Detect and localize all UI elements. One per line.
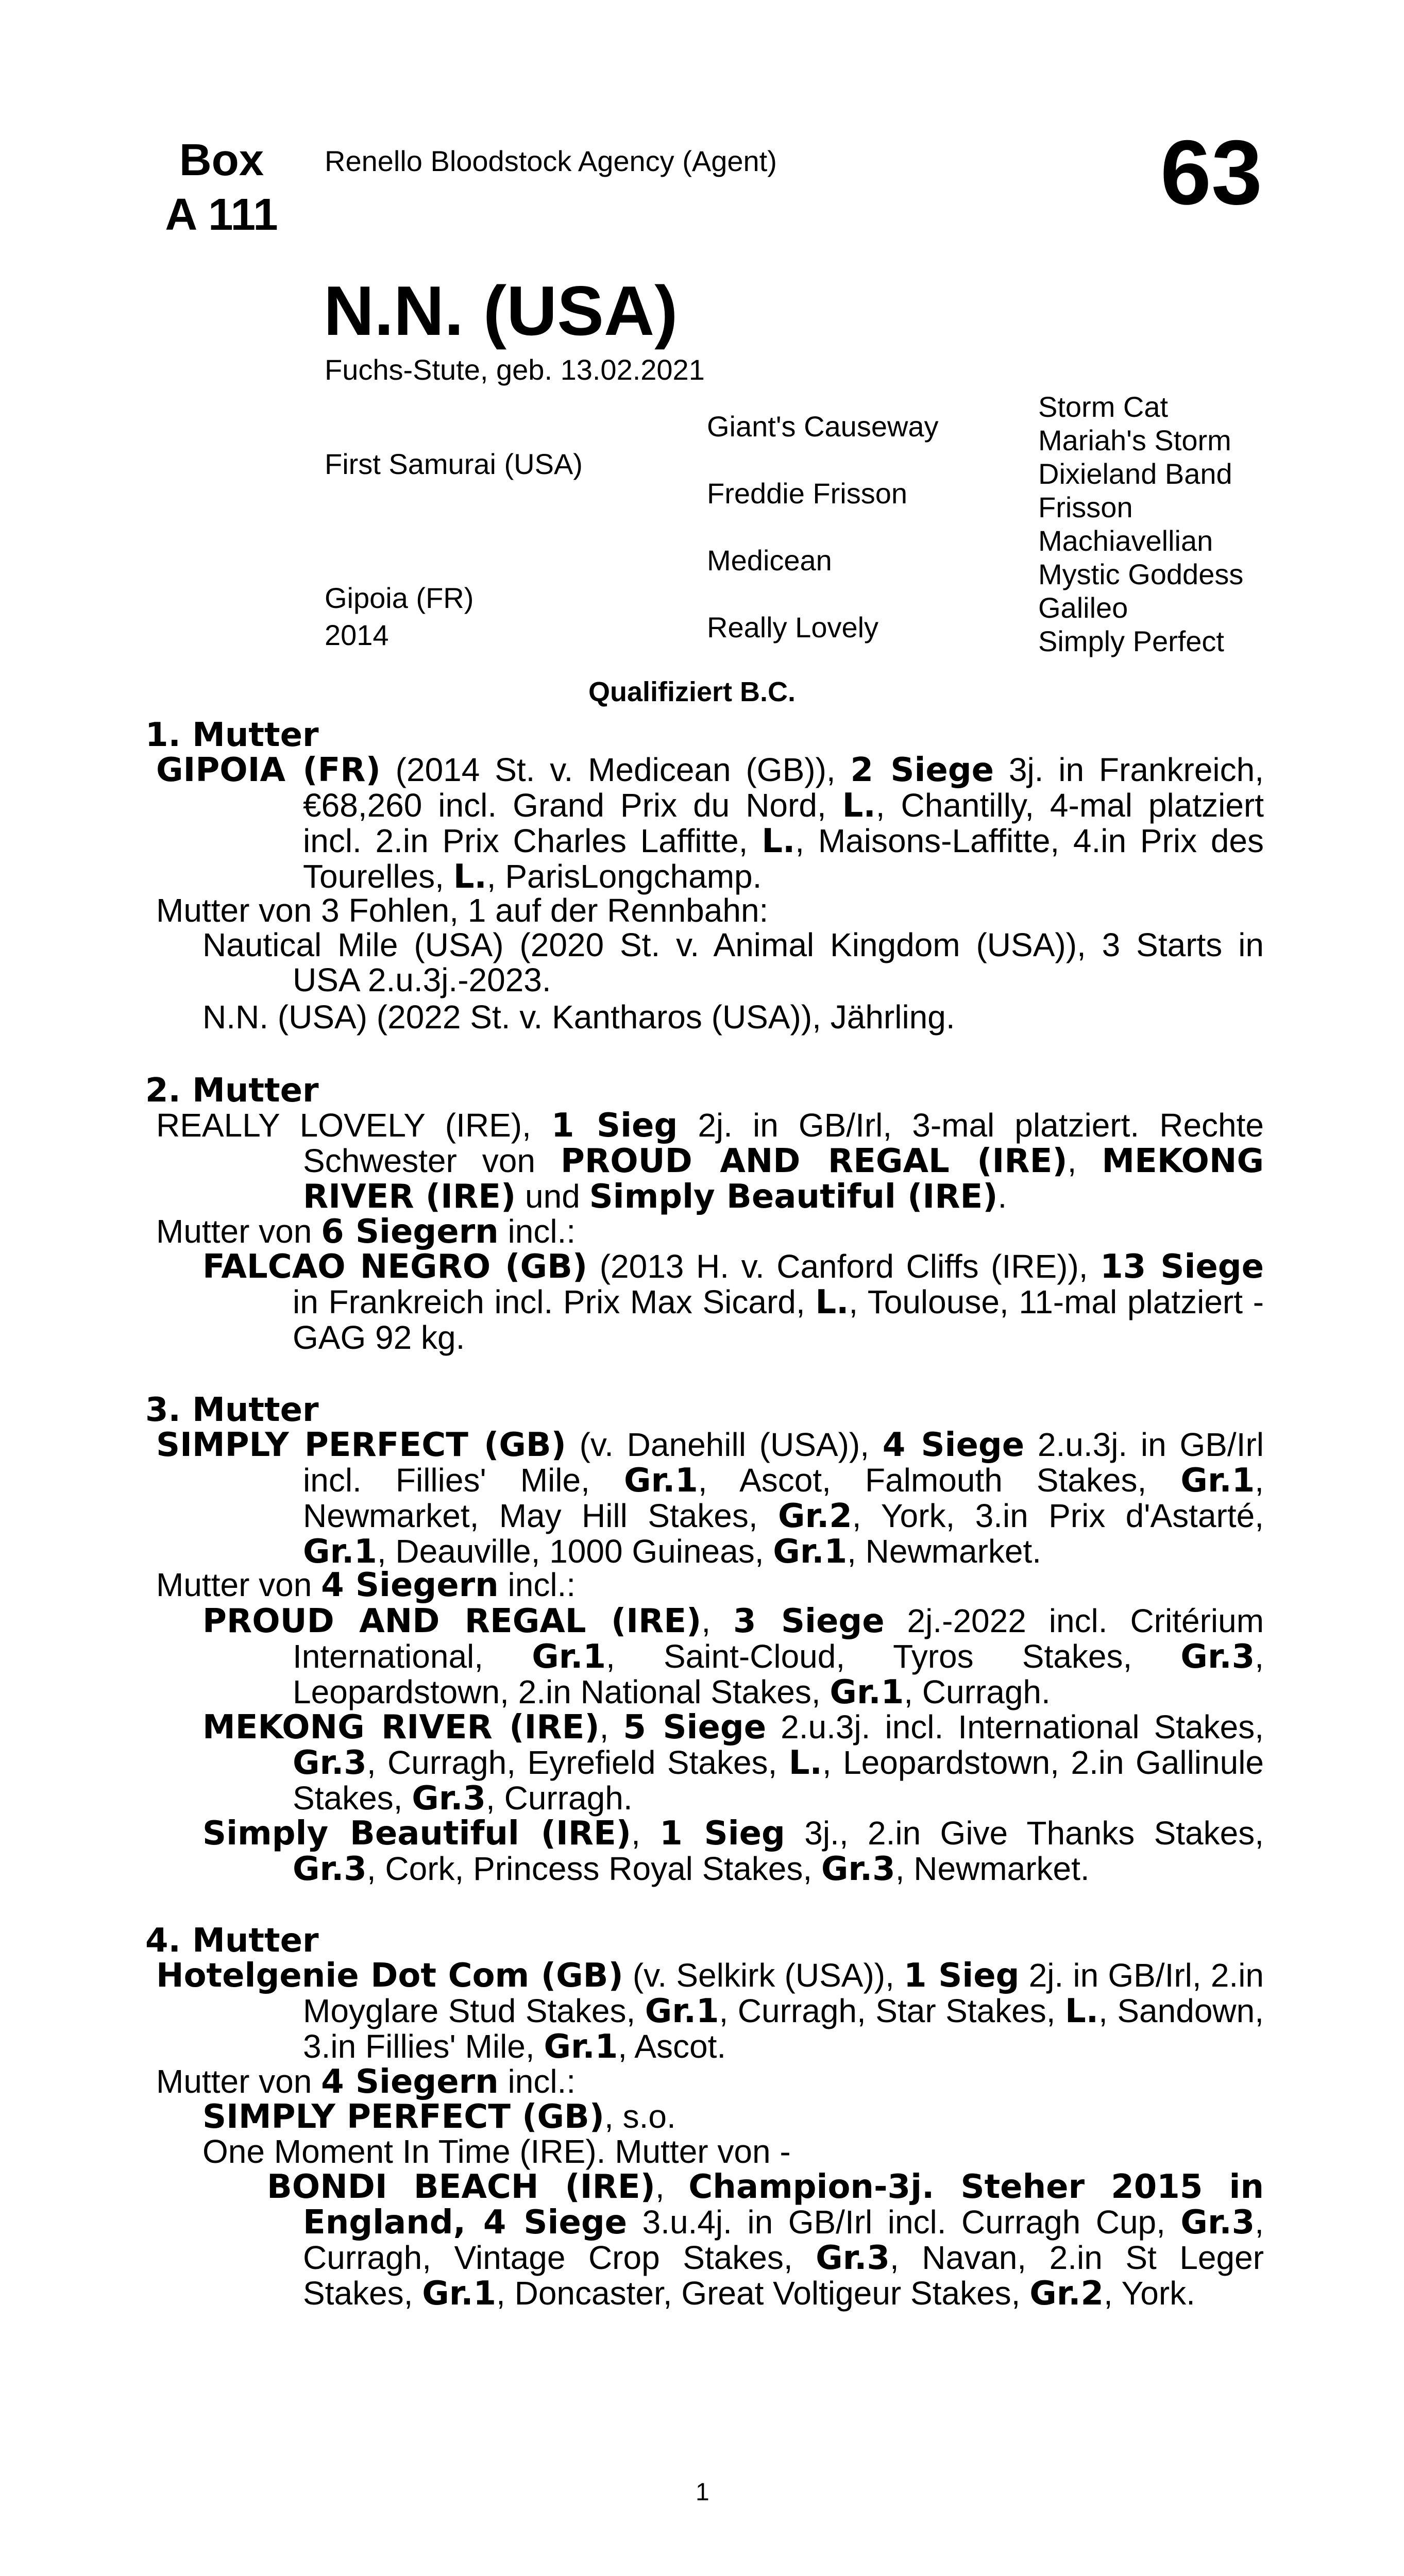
pedigree-g3-3: Dixieland Band [1038, 457, 1232, 490]
section-4-produce-1 [202, 2099, 1264, 2134]
bold-run: Gr.3 [412, 1780, 486, 1818]
bold-run: 3 Siege [733, 1602, 885, 1640]
text-run: und [516, 1178, 589, 1215]
pedigree-g3-2: Mariah's Storm [1038, 424, 1231, 456]
bold-run: Gr.1 [773, 1533, 848, 1571]
bold-run: GIPOIA (FR) [156, 751, 381, 789]
text-run: , Navan, 2.in St Leger Stakes, [303, 2239, 1264, 2312]
bold-run: L. [815, 1283, 849, 1321]
text-run: , Leopardstown, 2.in Gallinule Stakes, [293, 1744, 1264, 1817]
text-run: , York. [1104, 2275, 1195, 2312]
bold-run: 1 Sieg [659, 1815, 785, 1853]
bold-run: Gr.3 [816, 2239, 890, 2277]
bold-run: 4 Siege [882, 1426, 1025, 1464]
section-2-dam-entry [156, 1108, 1264, 1214]
pedigree-g3-8: Simply Perfect [1038, 625, 1224, 657]
bold-run: L. [453, 858, 487, 896]
text-run: (v. Selkirk (USA)), [623, 1957, 904, 1994]
bold-run: Gr.3 [293, 1744, 367, 1782]
bold-run: MEKONG RIVER (IRE) [303, 1142, 1264, 1216]
text-run: , [631, 1815, 660, 1852]
text-run: , [599, 1708, 623, 1745]
text-run: 2.u.3j. incl. International Stakes, [766, 1708, 1264, 1745]
bold-run: Gr.3 [293, 1850, 367, 1888]
text-run: , Curragh, Star Stakes, [719, 1992, 1065, 2029]
bold-run: Gr.1 [532, 1638, 606, 1676]
bold-run: Champion-3j. Steher 2015 in England, 4 Siege [303, 2168, 1264, 2242]
text-run: (v. Danehill (USA)), [566, 1426, 883, 1463]
text-run: , Curragh. [904, 1673, 1051, 1710]
section-4-produce-line [156, 2064, 1264, 2099]
section-3-dam-entry [156, 1427, 1264, 1569]
text-run: 2j. in GB/Irl, 2.in Moyglare Stud Stakes, [303, 1957, 1264, 2029]
horse-description: Fuchs-Stute, geb. 13.02.2021 [325, 353, 705, 386]
pedigree-g3-1: Storm Cat [1038, 391, 1169, 423]
text-run: . [997, 1178, 1007, 1215]
text-run: , York, 3.in Prix d'Astarté, [852, 1497, 1264, 1534]
section-1-produce-2 [202, 999, 1264, 1035]
section-3-produce-2 [202, 1709, 1264, 1816]
text-run: , Curragh. [486, 1780, 633, 1817]
pedigree-dam-dam: Really Lovely [707, 611, 879, 643]
bold-run: Gr.2 [777, 1497, 852, 1535]
pedigree-dam-sire: Medicean [707, 544, 832, 577]
box-word: Box [179, 135, 264, 185]
text-run: 3j. in Frankreich, €68,260 incl. Grand Prix du Nord, [303, 751, 1264, 824]
text-run: , Curragh, Vintage Crop Stakes, [303, 2204, 1264, 2276]
text-run: , Curragh, Eyrefield Stakes, [366, 1744, 789, 1781]
text-run: , ParisLongchamp. [486, 858, 762, 895]
text-run: , [701, 1602, 734, 1639]
bold-run: Simply Beautiful (IRE) [202, 1815, 632, 1853]
section-1-produce-1 [202, 927, 1264, 997]
page-number: 1 [696, 2479, 709, 2506]
text-run: , Leopardstown, 2.in National Stakes, [293, 1638, 1264, 1710]
bold-run: Gr.1 [303, 1533, 377, 1571]
bold-run: L. [1065, 1992, 1099, 2030]
text-run: , Newmarket. [895, 1850, 1090, 1887]
section-4-title: 4. Mutter [145, 1922, 319, 1960]
text-run: , Ascot, Falmouth Stakes, [698, 1462, 1181, 1499]
text-run: , [655, 2168, 689, 2205]
bold-run: PROUD AND REGAL (IRE) [561, 1142, 1068, 1180]
bold-run: 4 Siegern [321, 1566, 499, 1604]
text-run: , Doncaster, Great Voltigeur Stakes, [496, 2275, 1030, 2312]
text-run: Nautical Mile (USA) (2020 St. v. Animal Kingdom (USA)), 3 Starts in USA 2.u.3j.-2023. [202, 926, 1264, 998]
text-run: , Sandown, 3.in Fillies' Mile, [303, 1992, 1264, 2065]
bold-run: Gr.1 [544, 2028, 618, 2066]
text-run: , Toulouse, 11-mal platziert - GAG 92 kg. [293, 1283, 1264, 1356]
section-4-grandproduce-1 [267, 2169, 1264, 2311]
bold-run: Hotelgenie Dot Com (GB) [156, 1957, 623, 1995]
bold-run: Gr.1 [645, 1992, 719, 2030]
bold-run: L. [762, 822, 796, 860]
section-1-dam-entry [156, 752, 1264, 894]
pedigree-dam: Gipoia (FR) [325, 582, 474, 614]
bold-run: SIMPLY PERFECT (GB) [202, 2098, 604, 2136]
text-run: Mutter von [156, 1566, 322, 1603]
text-run: (2013 H. v. Canford Cliffs (IRE)), [587, 1248, 1101, 1285]
pedigree-g3-4: Frisson [1038, 491, 1133, 523]
bold-run: Simply Beautiful (IRE) [589, 1178, 998, 1216]
text-run: , Chantilly, 4-mal platziert incl. 2.in Prix Charles Laffitte, [303, 787, 1264, 859]
pedigree-sire: First Samurai (USA) [325, 448, 583, 480]
section-4-produce-2 [202, 2134, 1264, 2169]
box-label [155, 133, 289, 242]
text-run: , Maisons-Laffitte, 4.in Prix des Tourelles, [303, 822, 1264, 895]
text-run: REALLY LOVELY (IRE), [156, 1107, 551, 1144]
bold-run: 5 Siege [623, 1708, 767, 1747]
text-run: , Cork, Princess Royal Stakes, [366, 1850, 821, 1887]
text-run: One Moment In Time (IRE). Mutter von - [202, 2133, 791, 2170]
bold-run: L. [842, 787, 876, 825]
text-run: , s.o. [604, 2098, 676, 2135]
section-1-produce-line: Mutter von 3 Fohlen, 1 auf der Rennbahn: [156, 892, 769, 929]
pedigree-dam-year: 2014 [325, 619, 389, 651]
bold-run: Gr.1 [1180, 1462, 1255, 1500]
text-run: (2014 St. v. Medicean (GB)), [380, 751, 851, 788]
bold-run: Gr.3 [1180, 1638, 1255, 1676]
bold-run: 2 Siege [850, 751, 994, 789]
qualification: Qualifiziert B.C. [588, 676, 796, 707]
text-run: , Newmarket. [847, 1533, 1042, 1570]
text-run: Mutter von [156, 2063, 322, 2100]
text-run: , [1067, 1142, 1102, 1179]
pedigree-g3-5: Machiavellian [1038, 524, 1213, 557]
section-3-title: 3. Mutter [145, 1391, 319, 1429]
text-run: incl.: [498, 1566, 576, 1603]
bold-run: 6 Siegern [321, 1213, 499, 1251]
pedigree-g3-7: Galileo [1038, 591, 1128, 624]
bold-run: SIMPLY PERFECT (GB) [156, 1426, 566, 1464]
bold-run: PROUD AND REGAL (IRE) [202, 1602, 702, 1640]
text-run: , Saint-Cloud, Tyros Stakes, [606, 1638, 1181, 1675]
bold-run: Gr.2 [1029, 2275, 1104, 2313]
bold-run: Gr.3 [1180, 2204, 1255, 2242]
text-run: incl.: [498, 1213, 576, 1250]
text-run: , Ascot. [618, 2028, 726, 2065]
section-2-produce-line [156, 1214, 1264, 1249]
bold-run: 4 Siegern [321, 2063, 499, 2101]
bold-run: Gr.1 [422, 2275, 497, 2313]
section-1-title: 1. Mutter [145, 716, 319, 754]
box-number: A 111 [165, 190, 278, 240]
section-3-produce-3 [202, 1816, 1264, 1887]
text-run: Mutter von [156, 1213, 322, 1250]
text-run: 2.u.3j. in GB/Irl incl. Fillies' Mile, [303, 1426, 1264, 1499]
text-run: in Frankreich incl. Prix Max Sicard, [293, 1283, 816, 1320]
text-run: 3.u.4j. in GB/Irl incl. Curragh Cup, [627, 2204, 1181, 2241]
pedigree-sire-dam: Freddie Frisson [707, 477, 908, 510]
pedigree-g3-6: Mystic Goddess [1038, 558, 1244, 590]
section-3-produce-line [156, 1567, 1264, 1603]
horse-name: N.N. (USA) [324, 272, 678, 350]
text-run: incl.: [498, 2063, 576, 2100]
agent-name: Renello Bloodstock Agency (Agent) [325, 145, 777, 177]
bold-run: 1 Sieg [904, 1957, 1020, 1995]
bold-run: BONDI BEACH (IRE) [267, 2168, 655, 2206]
text-run: , Deauville, 1000 Guineas, [377, 1533, 773, 1570]
bold-run: Gr.3 [821, 1850, 895, 1888]
section-2-title: 2. Mutter [145, 1072, 319, 1110]
text-run: N.N. (USA) (2022 St. v. Kantharos (USA)), Jährling. [202, 998, 955, 1036]
text-run: 2j.-2022 incl. Critérium International, [293, 1602, 1264, 1675]
pedigree-third-generation [1038, 393, 1243, 660]
bold-run: 13 Siege [1100, 1248, 1264, 1286]
bold-run: Gr.1 [830, 1673, 904, 1711]
text-run: 3j., 2.in Give Thanks Stakes, [785, 1815, 1264, 1852]
bold-run: L. [788, 1744, 822, 1782]
lot-number: 63 [1160, 121, 1262, 224]
text-run: 2j. in GB/Irl, 3-mal platziert. Rechte Schwester von [303, 1107, 1264, 1179]
text-run: , Newmarket, May Hill Stakes, [303, 1462, 1264, 1534]
section-4-dam-entry [156, 1958, 1264, 2064]
pedigree-sire-sire: Giant's Causeway [707, 410, 939, 443]
bold-run: MEKONG RIVER (IRE) [202, 1708, 600, 1747]
section-3-produce-1 [202, 1603, 1264, 1710]
bold-run: Gr.1 [623, 1462, 698, 1500]
bold-run: FALCAO NEGRO (GB) [202, 1248, 588, 1286]
bold-run: 1 Sieg [551, 1107, 678, 1145]
section-2-produce-1 [202, 1249, 1264, 1355]
